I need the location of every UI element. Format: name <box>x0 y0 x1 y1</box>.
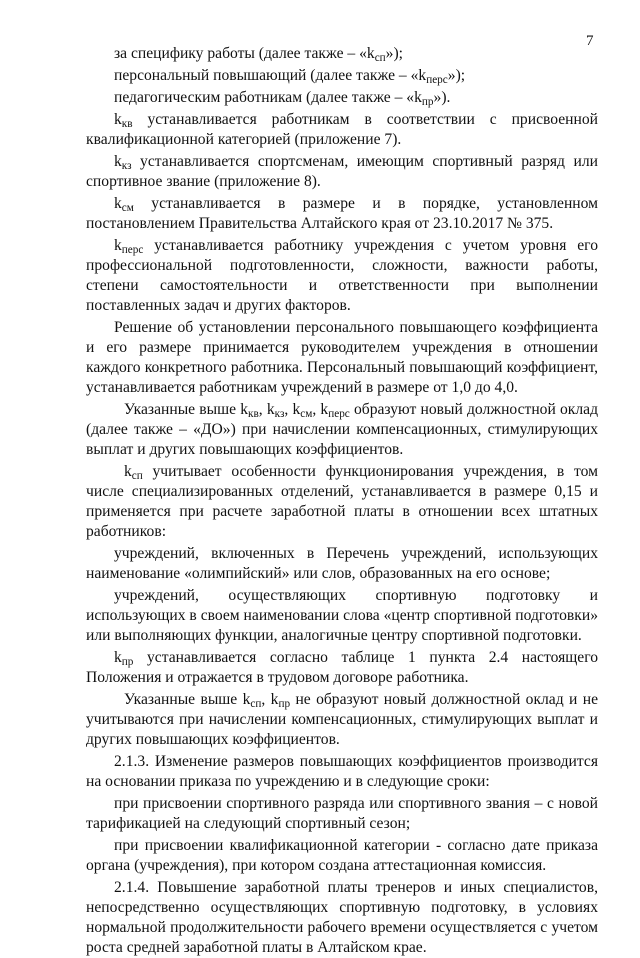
paragraph-p13 <box>86 648 598 688</box>
text-run: k <box>114 111 122 128</box>
subscript: см <box>121 202 134 215</box>
text-run: учреждений, осуществляющих спортивную подготовку и использующих в своем наименовании слова «центр спортивной подготовки» или выполняющих функции, аналогичные центру спортивной подготовки. <box>86 587 598 644</box>
paragraph-p16 <box>86 794 598 834</box>
text-run: устанавливается в размере и в порядке, установленном постановлением Правительства Алтайского края от 23.10.2017 № 375. <box>86 195 598 232</box>
document-body <box>86 44 598 958</box>
text-run: педагогическим работникам (далее также – «k <box>114 89 422 106</box>
text-run: не образуют новый должностной оклад и не учитываются при начислении компенсационных, стимулирующих выплат и других повышающих коэффициентов. <box>86 691 599 748</box>
text-run: 2.1.3. Изменение размеров повышающих коэффициентов производится на основании приказа по учреждению и в следующие сроки: <box>86 753 598 790</box>
text-run: при присвоении спортивного разряда или спортивного звания – с новой тарификацией на следующий спортивный сезон; <box>86 795 598 832</box>
text-run: , k <box>312 401 329 418</box>
text-run: персональный повышающий (далее также – «k <box>114 67 427 84</box>
text-run: , k <box>258 401 275 418</box>
subscript: см <box>300 408 313 421</box>
text-run: при присвоении квалификационной категории - согласно дате приказа органа (учреждения), при котором создана аттестационная комиссия. <box>86 837 598 874</box>
text-run: устанавливается работникам в соответствии с присвоенной квалификационной категорией (приложение 7). <box>86 111 598 148</box>
paragraph-p15 <box>86 752 598 792</box>
text-run: 2.1.4. Повышение заработной платы тренеров и иных специалистов, непосредственно осуществляющих спортивную подготовку, в условиях нормальной продолжительности рабочего времени осуществляется с учетом роста средней заработной платы в Алтайском крае. <box>86 879 598 956</box>
subscript: сп <box>374 52 386 65</box>
subscript: пр <box>421 96 434 109</box>
text-run: »); <box>385 45 403 62</box>
page-number: 7 <box>586 33 594 49</box>
paragraph-p17 <box>86 836 598 876</box>
paragraph-p18 <box>86 878 598 958</box>
text-run: »). <box>433 89 451 106</box>
subscript: кз <box>274 408 285 421</box>
subscript: перс <box>328 408 350 421</box>
text-run: k <box>124 463 132 480</box>
subscript: перс <box>426 74 448 87</box>
paragraph-p2 <box>86 66 598 86</box>
text-run: устанавливается работнику учреждения с учетом уровня его профессиональной подготовленности, сложности, важности работы, степени самостоятельности и ответственности при выполнении поставленных задач и других факторов. <box>86 237 598 314</box>
text-run: k <box>114 237 122 254</box>
text-run: учреждений, включенных в Перечень учреждений, использующих наименование «олимпийский» или слов, образованных на его основе; <box>86 545 598 582</box>
text-run: за специфику работы (далее также – «k <box>114 45 375 62</box>
subscript: сп <box>250 698 262 711</box>
subscript: пр <box>121 656 134 669</box>
text-run: k <box>114 153 122 170</box>
text-run: учитывает особенности функционирования учреждения, в том числе специализированных отделений, устанавливается в размере 0,15 и применяется при расчете заработной платы в отношении всех штатных работников: <box>86 463 598 540</box>
text-run: Решение об установлении персонального повышающего коэффициента и его размере принимается руководителем учреждения в отношении каждого конкретного работника. Персональный повышающий коэффициент, устанавливается работникам учреждений в размере от 1,0 до 4,0. <box>86 319 598 396</box>
text-run: k <box>114 195 122 212</box>
paragraph-p1 <box>86 44 598 64</box>
text-run: образуют новый должностной оклад (далее также – «ДО») при начислении компенсационных, стимулирующих выплат и других повышающих коэффициентов. <box>86 401 599 458</box>
text-run: »); <box>447 67 466 84</box>
paragraph-p3 <box>86 88 598 108</box>
text-run: Указанные выше k <box>124 691 251 708</box>
subscript: пр <box>278 698 291 711</box>
subscript: перс <box>121 244 144 257</box>
text-run: , k <box>261 691 279 708</box>
paragraph-p8 <box>86 318 598 398</box>
paragraph-p14 <box>86 690 598 750</box>
subscript: кз <box>121 160 132 173</box>
subscript: сп <box>131 470 143 483</box>
text-run: , k <box>284 401 301 418</box>
paragraph-p9 <box>86 400 598 460</box>
text-run: k <box>114 649 122 666</box>
text-run: устанавливается согласно таблице 1 пункта 2.4 настоящего Положения и отражается в трудовом договоре работника. <box>86 649 598 686</box>
paragraph-p10 <box>86 462 598 542</box>
text-run: устанавливается спортсменам, имеющим спортивный разряд или спортивное звание (приложение 8). <box>86 153 598 190</box>
subscript: кв <box>121 118 133 131</box>
paragraph-p4 <box>86 110 598 150</box>
paragraph-p11 <box>86 544 598 584</box>
paragraph-p5 <box>86 152 598 192</box>
text-run: Указанные выше k <box>124 401 249 418</box>
subscript: кв <box>248 408 259 421</box>
paragraph-p6 <box>86 194 598 234</box>
paragraph-p7 <box>86 236 598 316</box>
paragraph-p12 <box>86 586 598 646</box>
